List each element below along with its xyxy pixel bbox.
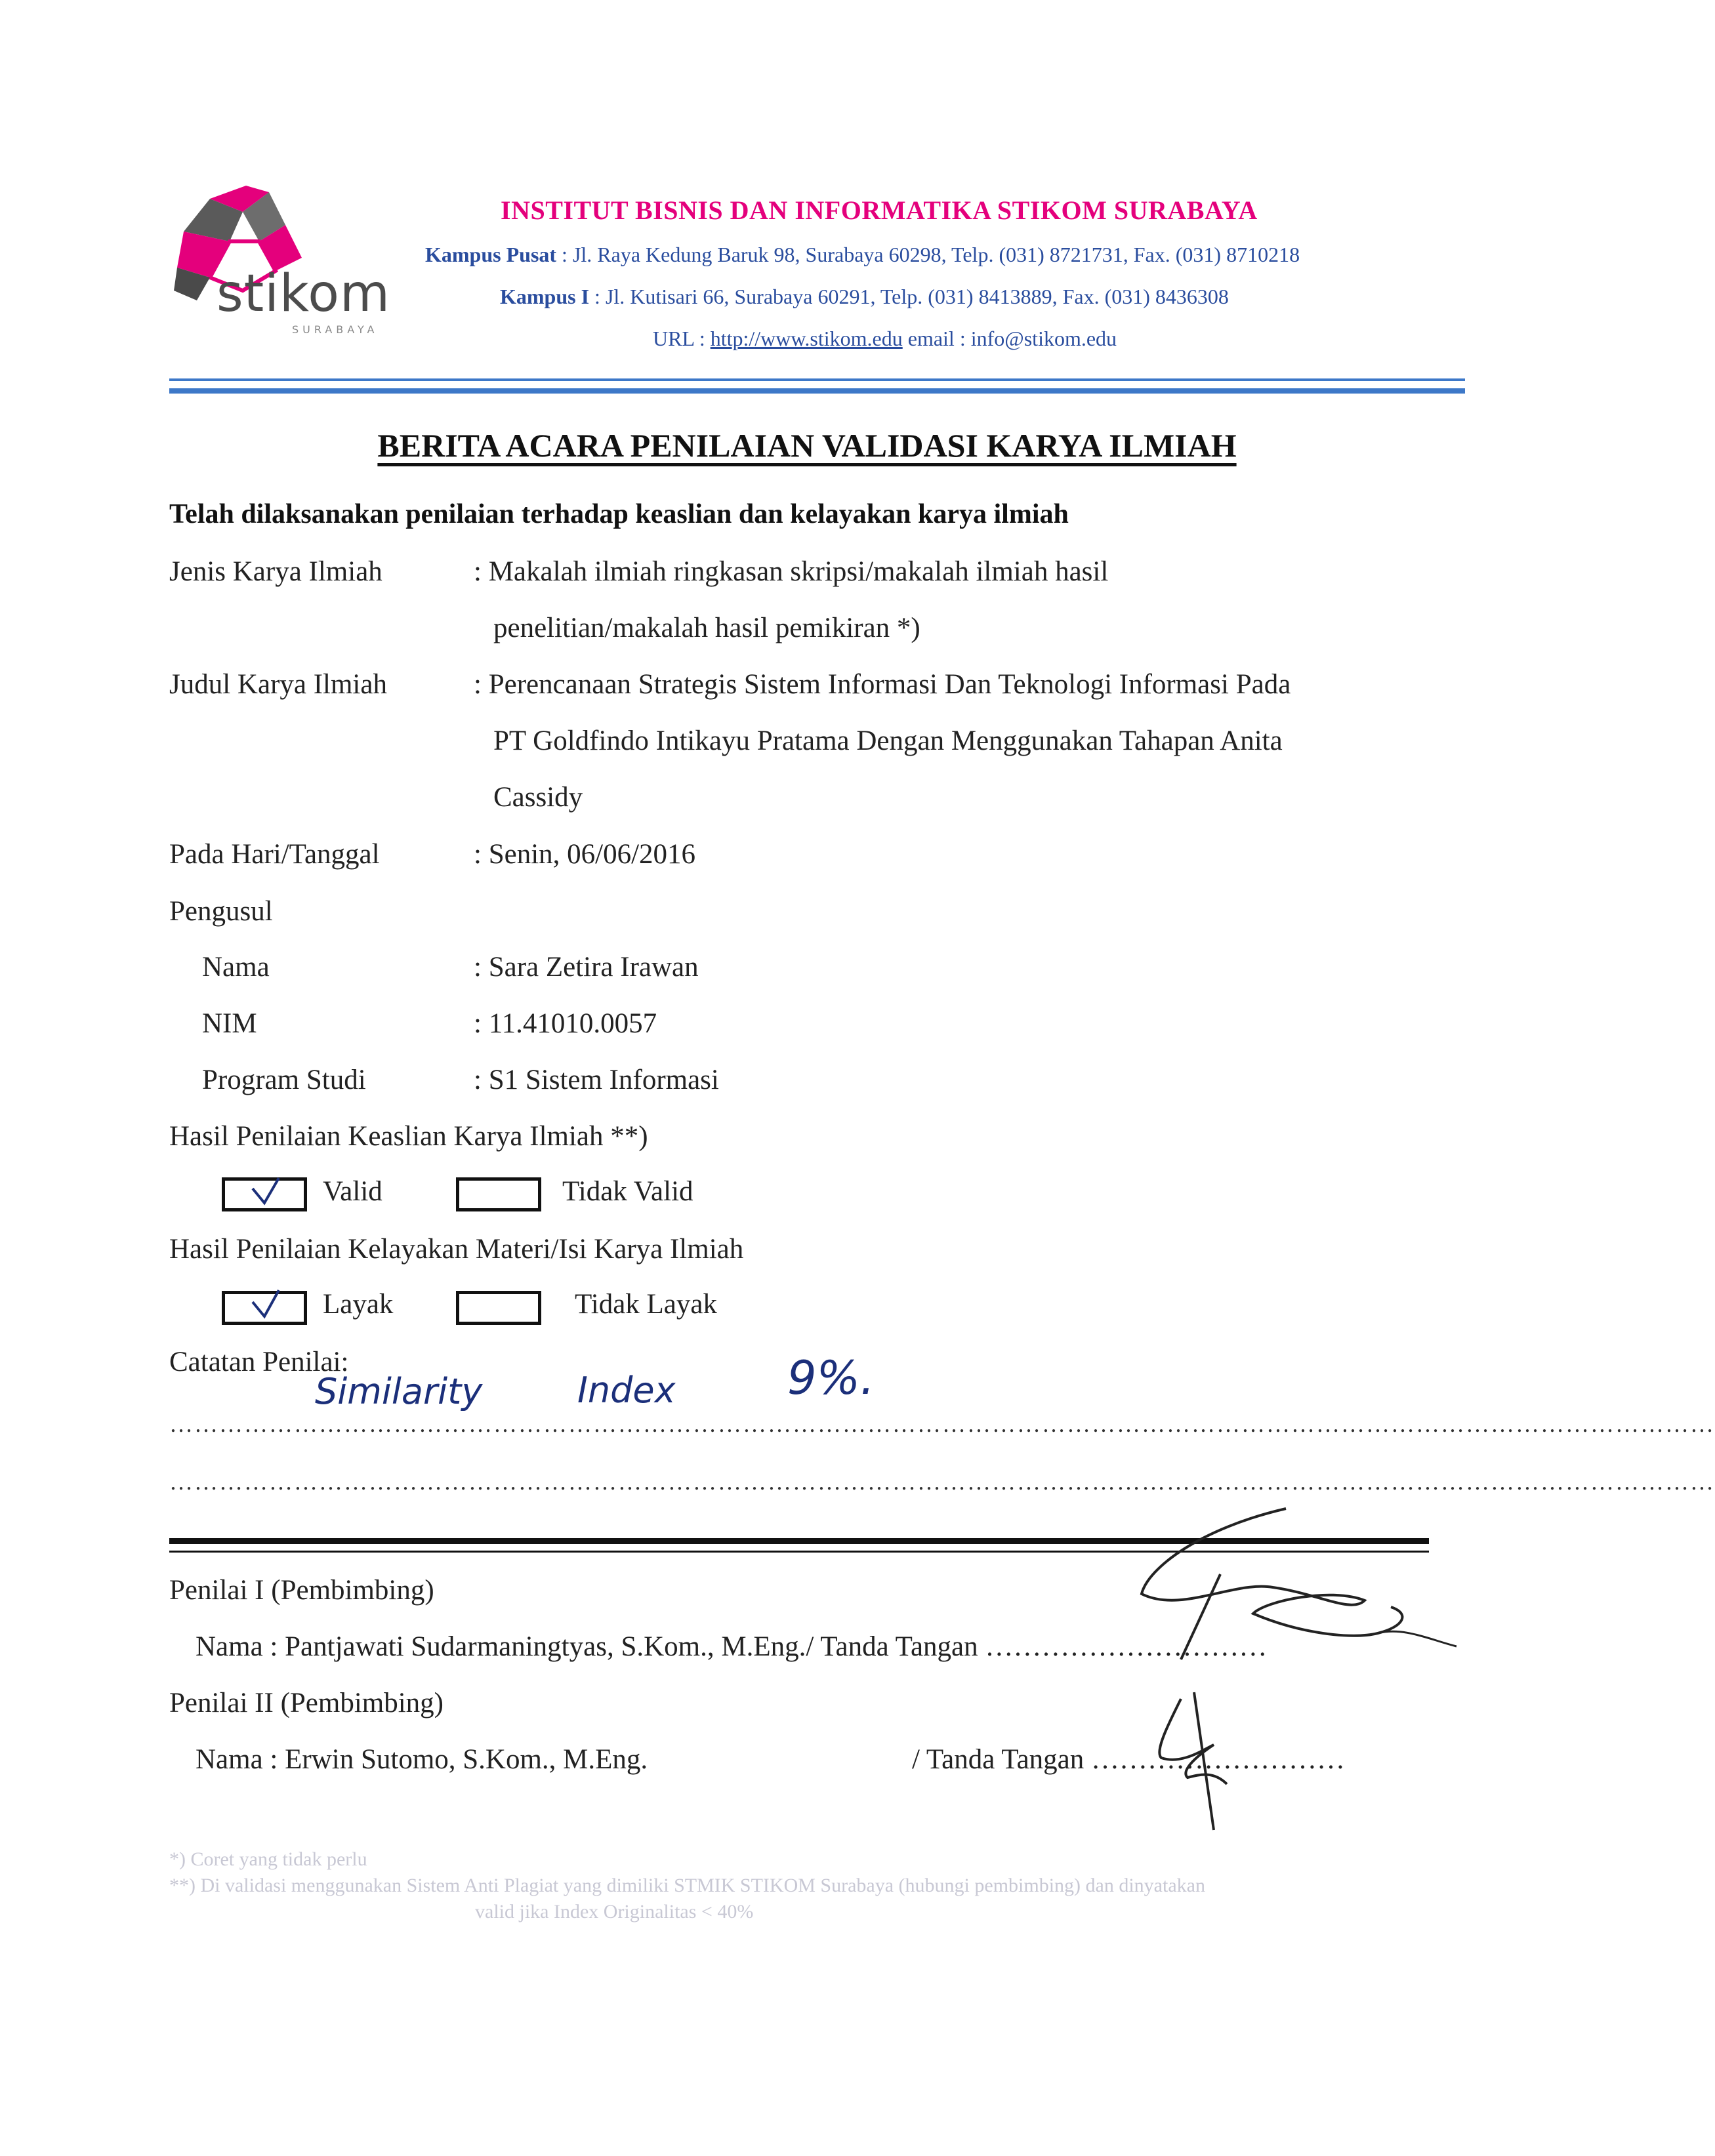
penilai1-line: Nama : Pantjawati Sudarmaningtyas, S.Kom., M.Eng./ Tanda Tangan …………………………	[196, 1631, 1268, 1662]
logo-subtext: SURABAYA	[292, 323, 379, 336]
header-rule-thick	[169, 388, 1465, 394]
tidak-valid-option-label: Tidak Valid	[562, 1176, 693, 1207]
kelayakan-label: Hasil Penilaian Kelayakan Materi/Isi Karya Ilmiah	[169, 1234, 744, 1265]
tanggal-label: Pada Hari/Tanggal	[169, 839, 380, 870]
judul-value-2: PT Goldfindo Intikayu Pratama Dengan Menggunakan Tahapan Anita	[493, 725, 1283, 756]
email-label: email :	[902, 327, 971, 350]
footnote-2: **) Di validasi menggunakan Sistem Anti Plagiat yang dimiliki STMIK STIKOM Surabaya (hubungi pembimbing) dan dinyatakan	[169, 1875, 1205, 1896]
catatan-dotted-line-2: ……………………………………………………………………………………………………………………………………………………………………	[169, 1469, 1715, 1495]
signature-penilai2	[1142, 1686, 1260, 1837]
stikom-logo	[171, 186, 394, 336]
nama-label: Nama	[202, 952, 270, 983]
footnote-1: *) Coret yang tidak perlu	[169, 1848, 367, 1870]
tanggal-value: : Senin, 06/06/2016	[474, 839, 696, 870]
campus-pusat-label: Kampus Pusat	[425, 243, 557, 266]
handwritten-percentage: 9%.	[787, 1351, 875, 1405]
handwritten-similarity: Similarity	[315, 1371, 483, 1412]
header-rule-thin	[169, 378, 1465, 381]
penilai2-name: Nama : Erwin Sutomo, S.Kom., M.Eng.	[196, 1744, 648, 1775]
judul-label: Judul Karya Ilmiah	[169, 669, 387, 700]
penilai2-heading: Penilai II (Pembimbing)	[169, 1688, 444, 1719]
signature-penilai1	[1102, 1502, 1496, 1673]
website-link[interactable]: http://www.stikom.edu	[710, 327, 903, 350]
judul-value-1: : Perencanaan Strategis Sistem Informasi Dan Teknologi Informasi Pada	[474, 669, 1291, 700]
nim-label: NIM	[202, 1008, 257, 1039]
contact-line	[653, 327, 1117, 351]
layak-checkbox[interactable]	[222, 1291, 307, 1325]
penilai1-heading: Penilai I (Pembimbing)	[169, 1575, 434, 1606]
penilai2-sign-line: / Tanda Tangan ………………………	[912, 1744, 1346, 1775]
intro-text: Telah dilaksanakan penilaian terhadap keaslian dan kelayakan karya ilmiah	[169, 499, 1069, 529]
handwritten-index: Index	[577, 1370, 676, 1411]
valid-checkbox[interactable]	[222, 1177, 307, 1211]
valid-option-label: Valid	[323, 1176, 382, 1207]
institution-name: INSTITUT BISNIS DAN INFORMATIKA STIKOM SURABAYA	[501, 195, 1258, 225]
campus-1	[500, 285, 1229, 309]
url-label: URL :	[653, 327, 711, 350]
prodi-value: : S1 Sistem Informasi	[474, 1065, 719, 1095]
layak-option-label: Layak	[323, 1289, 394, 1320]
prodi-label: Program Studi	[202, 1065, 366, 1095]
document-title: BERITA ACARA PENILAIAN VALIDASI KARYA ILMIAH	[377, 427, 1237, 464]
campus-1-address: : Jl. Kutisari 66, Surabaya 60291, Telp. (031) 8413889, Fax. (031) 8436308	[589, 285, 1229, 308]
tidak-layak-option-label: Tidak Layak	[575, 1289, 717, 1320]
campus-pusat-address: : Jl. Raya Kedung Baruk 98, Surabaya 60298, Telp. (031) 8721731, Fax. (031) 8710218	[556, 243, 1300, 266]
catatan-dotted-line-1: ……………………………………………………………………………………………………………………………………………………………………	[169, 1411, 1715, 1437]
checkmark-icon	[225, 1294, 304, 1322]
footnote-3: valid jika Index Originalitas < 40%	[475, 1901, 754, 1922]
nama-value: : Sara Zetira Irawan	[474, 952, 699, 983]
tidak-valid-checkbox[interactable]	[456, 1177, 541, 1211]
email-link[interactable]: info@stikom.edu	[970, 327, 1117, 350]
tidak-layak-checkbox[interactable]	[456, 1291, 541, 1325]
logo-text: stikom	[217, 264, 390, 323]
pengusul-label: Pengusul	[169, 896, 273, 927]
jenis-value-2: penelitian/makalah hasil pemikiran *)	[493, 613, 920, 643]
jenis-value-1: : Makalah ilmiah ringkasan skripsi/makalah ilmiah hasil	[474, 556, 1109, 587]
jenis-label: Jenis Karya Ilmiah	[169, 556, 382, 587]
keaslian-label: Hasil Penilaian Keaslian Karya Ilmiah **)	[169, 1121, 648, 1152]
campus-pusat	[425, 243, 1300, 267]
nim-value: : 11.41010.0057	[474, 1008, 657, 1039]
catatan-label: Catatan Penilai:	[169, 1347, 349, 1377]
checkmark-icon	[225, 1181, 304, 1208]
judul-value-3: Cassidy	[493, 782, 583, 813]
campus-1-label: Kampus I	[500, 285, 590, 308]
